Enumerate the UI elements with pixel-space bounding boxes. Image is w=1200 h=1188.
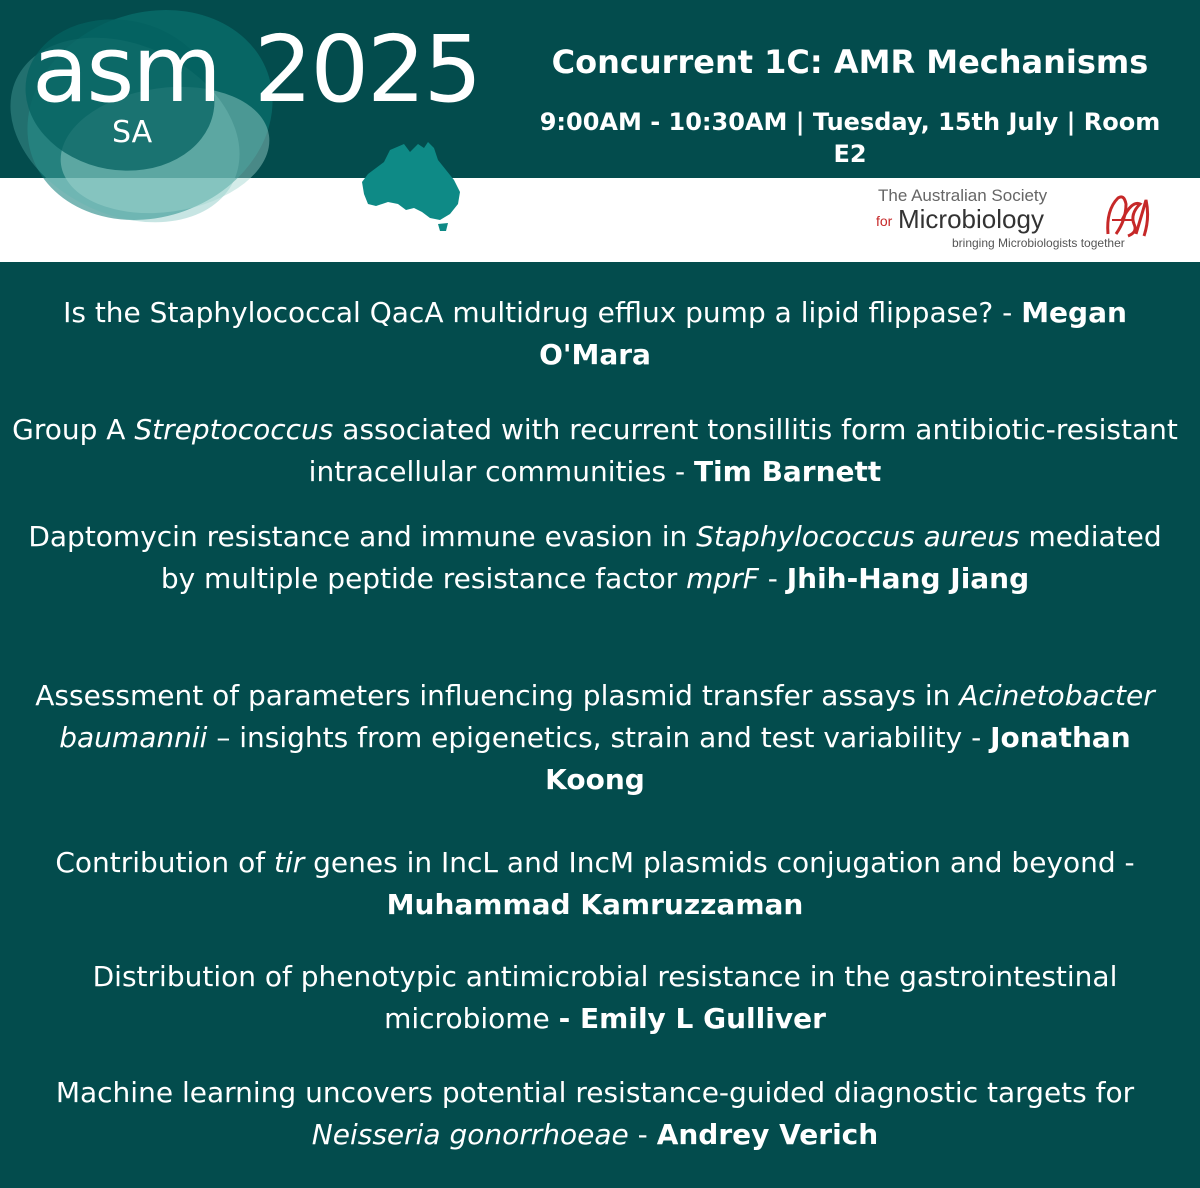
talk-title: – insights from epigenetics, strain and test variability - — [207, 721, 991, 754]
talk-title-italic: Staphylococcus aureus — [696, 520, 1020, 553]
talk-title-italic: mprF — [686, 562, 759, 595]
talk-speaker: Andrey Verich — [656, 1118, 879, 1151]
talk-title: Group A — [12, 413, 135, 446]
talks-list — [0, 262, 1200, 1188]
talk-item — [10, 409, 1180, 493]
society-logo-block — [866, 184, 1160, 254]
talk-speaker: Tim Barnett — [693, 455, 882, 488]
talk-title-italic: Streptococcus — [134, 413, 334, 446]
talk-title-italic: tir — [273, 846, 305, 879]
talk-title: - — [628, 1118, 657, 1151]
session-time: 9:00AM - 10:30AM | Tuesday, 15th July | Room E2 — [539, 108, 1161, 168]
talk-title-italic: Acinetobacter baumannii — [59, 679, 1155, 754]
talk-title: Assessment of parameters influencing plasmid transfer assays in — [35, 679, 960, 712]
society-name-for: for — [876, 213, 893, 229]
talk-title: Distribution of phenotypic antimicrobial resistance in the gastrointestinal microbiome — [92, 960, 1118, 1035]
talk-item — [10, 956, 1180, 1040]
australia-map-icon — [360, 140, 468, 232]
talk-title: Contribution of — [55, 846, 274, 879]
talk-title: Machine learning uncovers potential resistance-guided diagnostic targets for — [55, 1076, 1135, 1109]
talk-item — [10, 675, 1180, 801]
talk-title: genes in IncL and IncM plasmids conjugation and beyond - — [304, 846, 1135, 879]
talk-speaker: Megan O'Mara — [539, 296, 1127, 371]
talk-title: associated with recurrent tonsillitis form antibiotic-resistant intracellular communities - — [308, 413, 1178, 488]
talk-item — [10, 516, 1180, 600]
logo-asm-text: asm — [32, 16, 220, 123]
talk-speaker: Muhammad Kamruzzaman — [386, 888, 804, 921]
asm-emblem-icon — [1102, 190, 1152, 242]
society-name-line1: The Australian Society — [878, 186, 1048, 205]
talk-title: Daptomycin resistance and immune evasion in — [28, 520, 697, 553]
talk-speaker: - Emily L Gulliver — [558, 1002, 826, 1035]
talk-item — [10, 842, 1180, 926]
logo-region: SA — [112, 115, 153, 150]
talk-title: - — [758, 562, 787, 595]
talk-speaker: Jhih-Hang Jiang — [786, 562, 1030, 595]
talk-item — [10, 1072, 1180, 1156]
talk-speaker: Jonathan Koong — [545, 721, 1131, 796]
logo-year: 2025 — [254, 16, 481, 123]
society-name-microbiology: Microbiology — [898, 204, 1044, 234]
talk-title: mediated by multiple peptide resistance factor — [160, 520, 1162, 595]
society-tagline: bringing Microbiologists together — [952, 236, 1125, 250]
talk-item — [10, 292, 1180, 376]
talk-title: Is the Staphylococcal QacA multidrug efflux pump a lipid flippase? - — [63, 296, 1022, 329]
session-title: Concurrent 1C: AMR Mechanisms — [551, 43, 1149, 81]
talk-title-italic: Neisseria gonorrhoeae — [311, 1118, 629, 1151]
